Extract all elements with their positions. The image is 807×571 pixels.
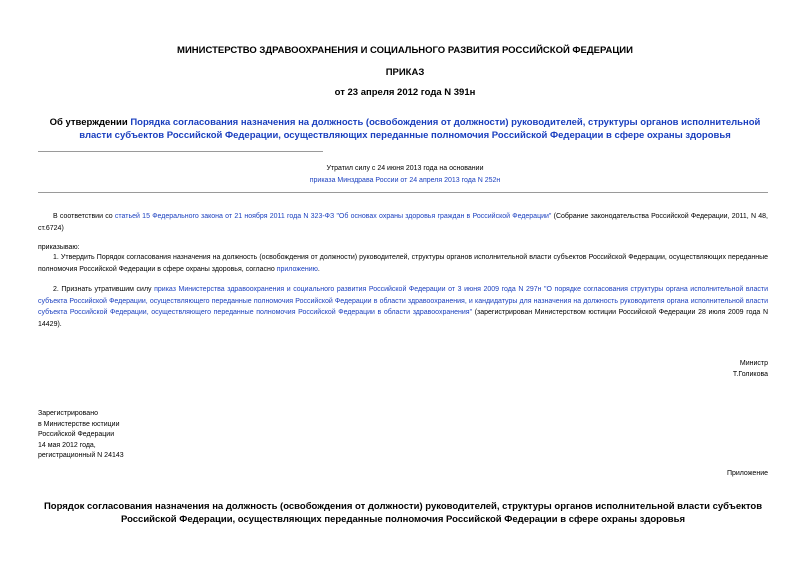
registration-line: Зарегистрировано (38, 410, 98, 417)
signer-position: Министр (739, 360, 768, 367)
signature-block (600, 358, 768, 380)
registration-date: 14 мая 2012 года, (38, 441, 96, 449)
registration-line: Российской Федерации (38, 431, 115, 438)
annex-label: Приложение (726, 470, 768, 477)
separator-full (38, 192, 768, 193)
preamble-suffix: (Собрание законодательства Российской Федерации, 2011, N 48, ст.6724) (38, 213, 768, 232)
status-repealing-order-link[interactable]: приказа Минздрава России от 24 апреля 2013 года N 252н (309, 177, 501, 184)
order-word: приказываю: (38, 244, 80, 251)
preamble-prefix: В соответствии со (53, 213, 115, 220)
clause-2-paragraph (38, 284, 768, 330)
order-title: ПРИКАЗ (385, 67, 425, 78)
status-expired-text: Утратил силу с 24 июня 2013 года на основании (326, 165, 484, 172)
clause-2-suffix: (зарегистрирован Министерством юстиции Российской Федерации 28 июля 2009 года N 14429). (38, 309, 768, 328)
federal-law-link[interactable]: статьей 15 Федерального закона от 21 ноября 2011 года N 323-ФЗ "Об основах охраны здоровья граждан в Российской Федерации" (114, 213, 552, 220)
preamble-paragraph (38, 211, 768, 234)
subject-prefix: Об утверждении (49, 117, 131, 128)
order-subject (40, 116, 770, 142)
ministry-heading: МИНИСТЕРСТВО ЗДРАВООХРАНЕНИЯ И СОЦИАЛЬНОГО РАЗВИТИЯ РОССИЙСКОЙ ФЕДЕРАЦИИ (177, 45, 633, 56)
subject-procedure-link[interactable]: Порядка согласования назначения на должность (освобождения от должности) руководителей, структуры органов исполнительной власти субъектов Российской Федерации, осуществляющих переданные полномочия Российской Федерации в сфере охраны здоровья (79, 117, 761, 141)
clause-1-paragraph (38, 252, 768, 275)
repealed-order-link[interactable]: приказ Министерства здравоохранения и социального развития Российской Федерации от 3 июня 2009 года N 297н "О порядке согласования структуры органа исполнительной власти субъекта Российской Федерации, осуществляющего переданные полномочия Российской Федерации в области здравоохранения, и кандидатуры для назначения на должность руководителя органа исполнительной власти субъекта Российской Федерации, осуществляющего переданные полномочия Российской Федерации в области здравоохранения" (38, 286, 768, 316)
clause-1-suffix: . (317, 265, 320, 273)
clause-1-text: 1. Утвердить Порядок согласования назначения на должность (освобождения от должности) руководителей, структуры органов исполнительной власти субъектов Российской Федерации, осуществляющих переданные полномочия Российской Федерации в сфере охраны здоровья, согласно (38, 254, 768, 273)
registration-block (38, 409, 238, 462)
separator-short (38, 151, 323, 152)
annex-link[interactable]: приложению (276, 265, 318, 273)
registration-line: в Министерстве юстиции (38, 420, 120, 428)
order-date-number: от 23 апреля 2012 года N 391н (334, 87, 476, 98)
status-note (200, 163, 610, 187)
annex-title: Порядок согласования назначения на должность (освобождения от должности) руководителей, структуры органов исполнительной власти субъектов Российской Федерации, осуществляющих переданные полномочия Российской Федерации в сфере охраны здоровья (43, 501, 763, 525)
clause-2-text: 2. Признать утратившим силу (53, 286, 155, 293)
signer-name: Т.Голикова (732, 371, 768, 378)
registration-number: регистрационный N 24143 (38, 452, 124, 459)
